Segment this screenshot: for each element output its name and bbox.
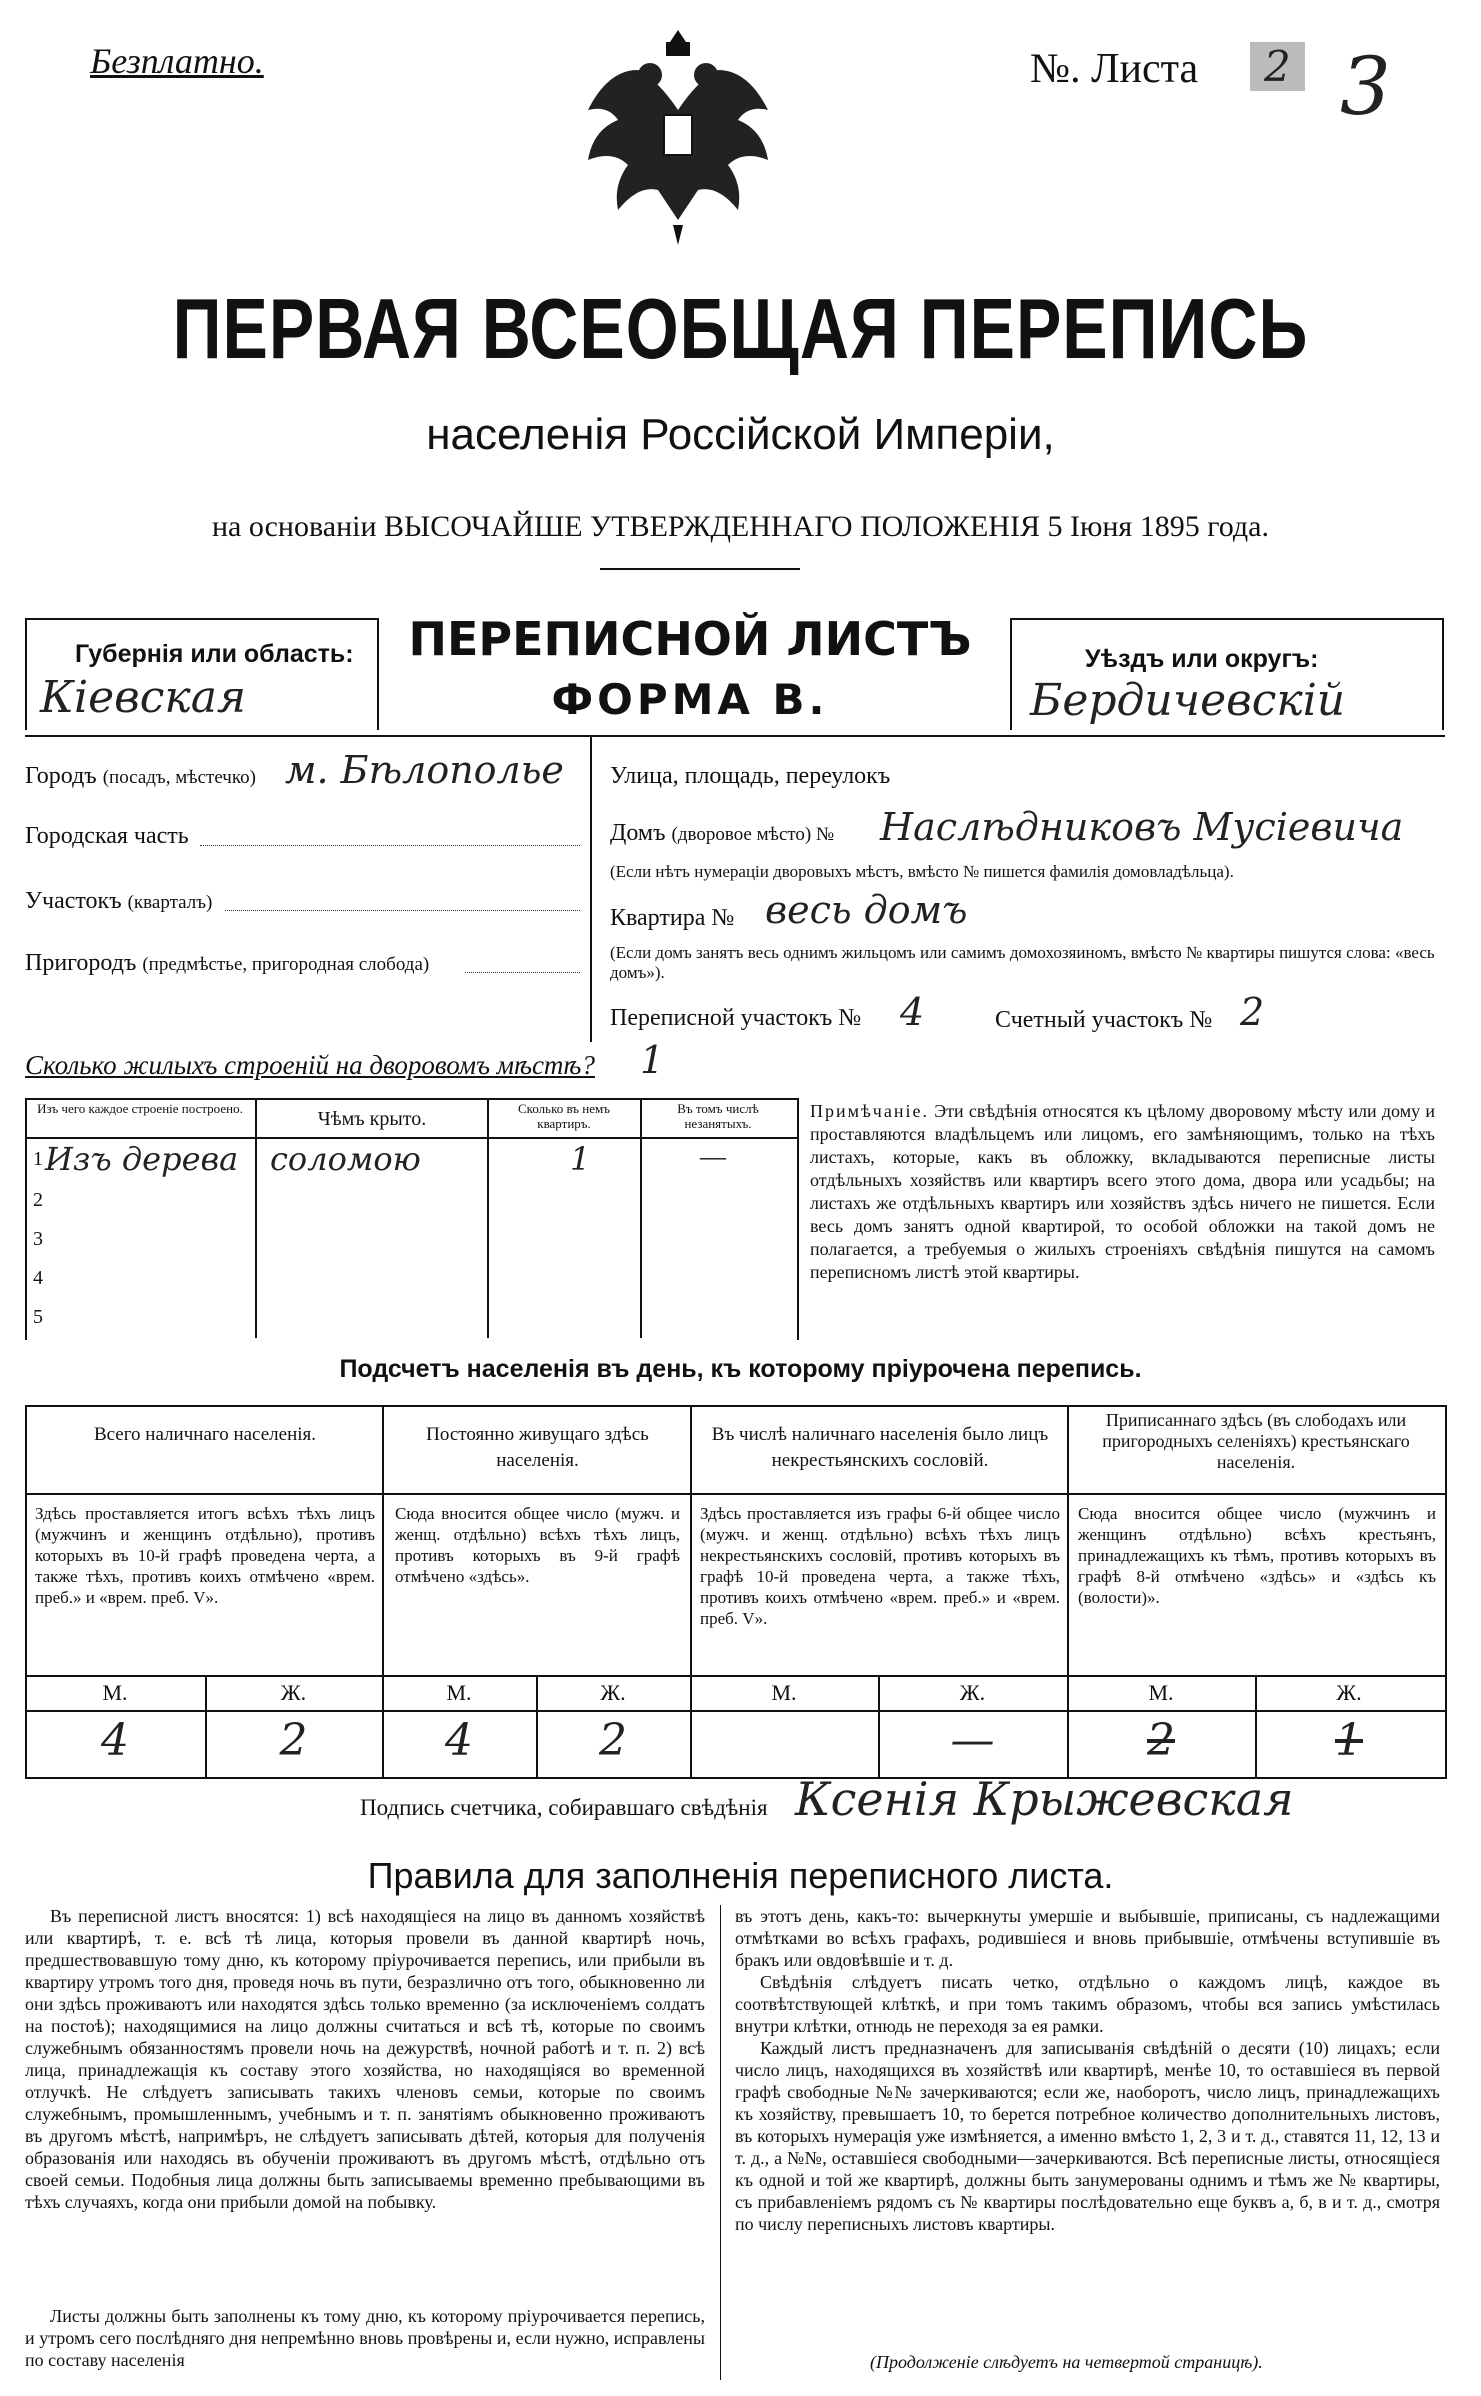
district-value: Бердичевскій	[1030, 675, 1346, 726]
note-label: Примѣчаніе.	[810, 1101, 929, 1121]
rules-title: Правила для заполненія переписного листа.	[367, 1855, 1114, 1896]
suburb-row	[25, 950, 429, 977]
apartments-cell: 1	[570, 1140, 591, 1178]
house-hint: (Если нѣтъ нумераціи дворовыхъ мѣстъ, вмѣсто № пишется фамилія домовладѣльца).	[610, 862, 1234, 881]
town-part-line	[200, 845, 580, 846]
street-label: Улица, площадь, переулокъ	[610, 763, 891, 789]
population-col-line	[690, 1405, 692, 1777]
female-count: —	[950, 1715, 995, 1766]
apartment-hint: (Если домъ занятъ весь однимъ жильцомъ или самимъ домохозяиномъ, вмѣсто № квартиры пишутся слова: «весь домъ»).	[610, 943, 1435, 982]
table-row	[25, 1179, 795, 1218]
address-divider	[590, 737, 592, 1042]
population-desc: Здѣсь проставляется итогъ всѣхъ тѣхъ лицъ (мужчинъ и женщинъ отдѣльно), противъ которыхъ въ 10-й графѣ проведена черта, а также тѣхъ, противъ коихъ отмѣчено «врем. преб.» и «врем. преб. V».	[35, 1504, 375, 1607]
row-number: 1	[33, 1148, 43, 1170]
rules-right-para: Каждый листъ предназначенъ для записыванія свѣдѣній о десяти (10) лицахъ; если число лицъ, находящихся въ хозяйствѣ или квартирѣ, менѣе 10, то оставшіеся въ первой графѣ свободные №№ зачеркиваются; если же, наоборотъ, число лицъ, принадлежащихъ къ хозяйству, превышаетъ 10, то берется потребное количество дополнительныхъ листовъ, въ которыхъ нумерація уже измѣняется, а именно вмѣсто 1, 2, 3 и т. д., ставятся 11, 12, 13 и т. д., а №№, оставшіеся свободными—зачеркиваются. Всѣ переписные листы, относящіеся къ одной и той же квартирѣ, должны быть занумерованы однимъ и тѣмъ же № квартиры, съ прибавленіемъ рядомъ съ № квартиры послѣдовательно еще буквъ а, б, в и т. д., смотря по числу переписныхъ листовъ квартиры.	[735, 2038, 1440, 2234]
female-count: 2	[279, 1715, 308, 1766]
female-count: 1	[1335, 1715, 1363, 1766]
population-head: Приписаннаго здѣсь (въ слободахъ или пригородныхъ селеніяхъ) крестьянскаго населенія.	[1102, 1410, 1410, 1472]
precinct-note: (кварталъ)	[127, 892, 213, 913]
note-block	[810, 1100, 1435, 1284]
free-label: Безплатно.	[90, 41, 264, 81]
apartment-value: весь домъ	[765, 888, 968, 932]
census-area-value: 4	[900, 990, 925, 1034]
sheet-number-label: №. Листа	[1030, 46, 1199, 92]
population-desc: Сюда вносится общее число (мужч. и женщ. отдѣльно) всѣхъ тѣхъ лицъ, противъ которыхъ въ 9-й графѣ отмѣчено «здѣсь».	[395, 1504, 680, 1586]
province-label: Губернія или область:	[75, 640, 354, 668]
rules-left-para: Въ переписной листъ вносятся: 1) всѣ находящіеся на лицо въ данномъ хозяйствѣ или квартирѣ, т. е. всѣ тѣ лица, которыя провели въ данной квартирѣ ночь, предшествовавшую тому дню, къ которому пріурочивается перепись, или прибыли въ квартиру утромъ того дня, проведя ночь въ пути, безразлично отъ того, обыкновенно ли они здѣсь проживаютъ или находятся здѣсь только временно (за исключеніемъ солдатъ на постоѣ); находящимися на лицо должны считаться и всѣ тѣ, которые по своимъ служебнымъ обязанностямъ провели ночь на дежурствѣ, ночной работѣ и т. п. 2) всѣ лица, принадлежащія къ составу этого хозяйства, но находящіяся во временной отлучкѣ. Не слѣдуетъ записывать такихъ членовъ семьи, которые по своимъ служебнымъ, промышленнымъ, учебнымъ и т. п. занятіямъ обыкновенно проживаютъ въ другомъ мѣстѣ, напримѣръ, не слѣдуетъ записывать дѣтей, которыя для полученія образованія или находясь въ обученіи проживаютъ въ другомъ мѣстѣ, отдѣльно отъ своей семьи. Подобныя лица должны быть записываемы временно пребывающими въ тѣхъ случаяхъ, когда они прибыли домой на побывку.	[25, 1906, 705, 2212]
precinct-line	[225, 910, 580, 911]
female-label: Ж.	[280, 1680, 307, 1705]
population-title: Подсчетъ населенія въ день, къ которому пріурочена перепись.	[339, 1355, 1142, 1383]
female-count: 2	[599, 1715, 627, 1766]
suburb-label: Пригородъ	[25, 950, 137, 976]
precinct-row	[25, 888, 212, 915]
form-label: ФОРМА В.	[551, 675, 829, 724]
table-row	[25, 1218, 795, 1257]
row-number: 5	[33, 1306, 43, 1328]
sheet-number-value: 2	[1250, 42, 1305, 91]
form-header-rule	[25, 735, 1445, 737]
suburb-note: (предмѣстье, пригородная слобода)	[142, 954, 430, 975]
signature-value: Ксенія Крыжевская	[795, 1772, 1294, 1826]
house-note: (дворовое мѣсто) №	[671, 824, 835, 845]
subtitle: населенія Россійской Имперіи,	[426, 410, 1055, 459]
sheet-title: ПЕРЕПИСНОЙ ЛИСТЪ	[408, 612, 972, 666]
population-desc: Здѣсь проставляется изъ графы 6-й общее число (мужч. и женщ. отдѣльно) всѣхъ тѣхъ лицъ некрестьянскихъ сословій, противъ которыхъ въ графѣ 10-й проведена черта, а также тѣхъ, противъ коихъ отмѣчено «врем. преб.» и «врем. преб. V».	[700, 1504, 1060, 1628]
house-label: Домъ	[610, 820, 666, 846]
district-label: Уѣздъ или округъ:	[1085, 645, 1319, 673]
rules-continued: (Продолженіе слѣдуетъ на четвертой страницѣ).	[870, 2352, 1263, 2372]
province-value: Кіевская	[40, 672, 247, 723]
table-row	[25, 1257, 795, 1296]
male-label: М.	[446, 1680, 472, 1705]
rules-right-para: въ этотъ день, какъ-то: вычеркнуты умершіе и выбывшіе, приписаны, съ надлежащими отмѣтками во всѣхъ графахъ, родившіеся и вновь прибывшіе, отмѣчены вступившіе въ бракъ или овдовѣвшіе и т. д.	[735, 1906, 1440, 1970]
house-row	[610, 820, 834, 847]
note-text: Эти свѣдѣнія относятся къ цѣлому дворовому мѣсту или дому и проставляются владѣльцемъ или лицомъ, его замѣняющимъ, только на тѣхъ листахъ, которые, какъ въ обложку, вкладываются переписные листы отдѣльныхъ хозяйствъ или квартиръ всего этого дома, двора или усадьбы; на листахъ же отдѣльныхъ квартиръ или хозяйствъ здѣсь ничего не пишется. Если весь домъ занятъ одной квартирой, то особой обложки на такой домъ не полагается, а требуемыя о жилыхъ строеніяхъ свѣдѣнія пишутся на самомъ переписномъ листѣ этой квартиры.	[810, 1101, 1436, 1282]
buildings-header: Сколько въ немъ квартиръ.	[518, 1101, 610, 1131]
counting-area-value: 2	[1240, 990, 1265, 1034]
vacant-cell: —	[700, 1142, 726, 1171]
female-label: Ж.	[1336, 1680, 1362, 1705]
male-count: 4	[445, 1715, 473, 1766]
row-number: 3	[33, 1228, 43, 1250]
rules-divider	[720, 1905, 721, 2380]
population-head: Постоянно живущаго здѣсь населенія.	[426, 1424, 649, 1471]
population-row-line	[25, 1675, 1445, 1677]
apartment-label: Квартира №	[610, 905, 735, 931]
row-number: 4	[33, 1267, 43, 1289]
row-number: 2	[33, 1189, 43, 1211]
rules-right-para: Свѣдѣнія слѣдуетъ писать четко, отдѣльно о каждомъ лицѣ, каждое въ соотвѣтствующей клѣткѣ, и при томъ такимъ образомъ, чтобы вся запись умѣстилась внутри клѣтки, отнюдь не переходя за ея рамки.	[735, 1972, 1440, 2036]
town-label: Городъ	[25, 763, 97, 789]
table-row	[25, 1140, 795, 1179]
population-head: Всего наличнаго населенія.	[93, 1424, 317, 1445]
female-label: Ж.	[959, 1680, 986, 1705]
buildings-rows	[25, 1140, 795, 1335]
male-count: 4	[101, 1715, 129, 1766]
town-value: м. Бѣлополье	[285, 748, 564, 792]
house-value: Наслѣдниковъ Мусіевича	[880, 805, 1404, 849]
material-cell: Изъ дерева	[45, 1140, 239, 1178]
male-label: М.	[771, 1680, 797, 1705]
buildings-header: Въ томъ числѣ незанятыхъ.	[677, 1101, 759, 1131]
town-note: (посадъ, мѣстечко)	[102, 767, 256, 788]
male-label: М.	[1148, 1680, 1174, 1705]
counting-area-label: Счетный участокъ №	[995, 1007, 1213, 1033]
population-row-line	[25, 1493, 1445, 1495]
title-divider	[600, 568, 800, 570]
town-row	[25, 763, 256, 790]
buildings-answer: 1	[640, 1038, 665, 1082]
roof-cell: соломою	[270, 1140, 421, 1178]
signature-label: Подпись счетчика, собиравшаго свѣдѣнія	[360, 1795, 768, 1820]
rules-left-para: Листы должны быть заполнены къ тому дню, къ которому пріурочивается перепись, и утромъ сего послѣдняго дня непремѣнно вновь провѣрены и, если нужно, исправлены по составу населенія	[25, 2306, 705, 2370]
buildings-question: Сколько жилыхъ строеній на дворовомъ мѣстѣ?	[25, 1050, 595, 1080]
buildings-header-line	[25, 1137, 797, 1139]
female-label: Ж.	[600, 1680, 626, 1705]
buildings-header: Изъ чего каждое строеніе построено.	[37, 1101, 243, 1116]
buildings-header: Чѣмъ крыто.	[317, 1108, 427, 1130]
town-part-label: Городская часть	[25, 823, 189, 849]
corner-number: 3	[1340, 40, 1391, 133]
main-title: ПЕРВАЯ ВСЕОБЩАЯ ПЕРЕПИСЬ	[172, 281, 1309, 377]
suburb-line	[465, 972, 580, 973]
double-headed-eagle-emblem	[578, 20, 778, 250]
male-label: М.	[102, 1680, 128, 1705]
precinct-label: Участокъ	[25, 888, 122, 914]
table-row	[25, 1296, 795, 1335]
population-desc: Сюда вносится общее число (мужчинъ и женщинъ отдѣльно) всѣхъ крестьянъ, принадлежащихъ къ тѣмъ, противъ которыхъ въ графѣ 8-й отмѣчено «здѣсь» и «здѣсь къ (волости)».	[1078, 1504, 1436, 1607]
census-area-label: Переписной участокъ №	[610, 1005, 862, 1031]
population-row-line	[25, 1710, 1445, 1712]
basis-line: на основаніи ВЫСОЧАЙШЕ УТВЕРЖДЕННАГО ПОЛОЖЕНІЯ 5 Іюня 1895 года.	[212, 510, 1269, 543]
male-count: 2	[1147, 1715, 1175, 1766]
population-head: Въ числѣ наличнаго населенія было лицъ некрестьянскихъ сословій.	[711, 1424, 1049, 1471]
